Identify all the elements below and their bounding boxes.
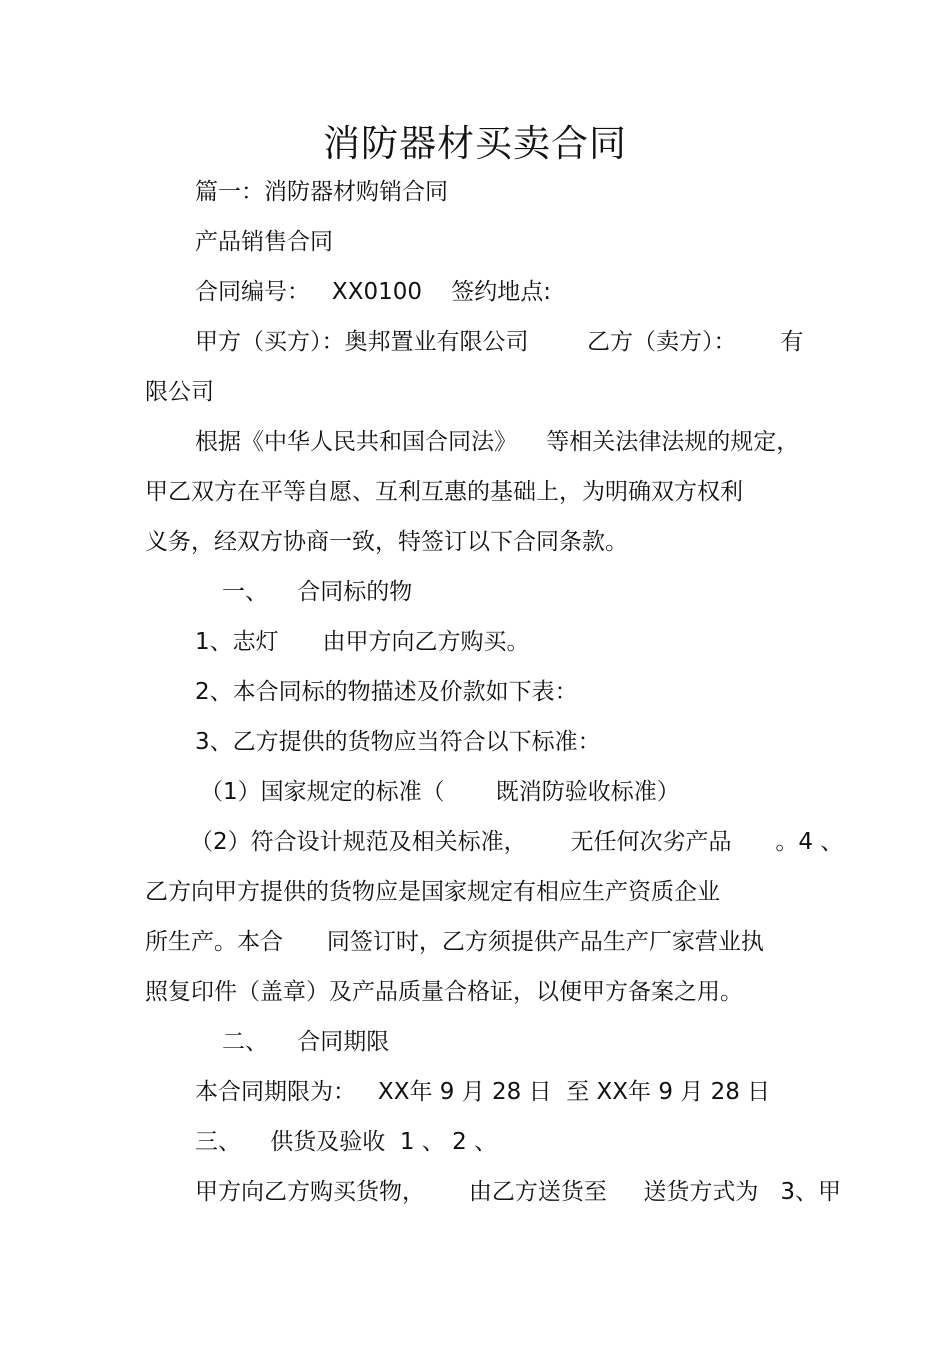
parties-line: 甲方（买方）：奥邦置业有限公司 乙方（卖方）： 有 [195,329,804,355]
clause-line: 1、志灯 由甲方向乙方购买。 [195,629,530,655]
section-heading: 二、 合同期限 [222,1029,390,1055]
paragraph-line: 照复印件（盖章）及产品质量合格证，以便甲方备案之用。 [145,979,743,1005]
paragraph-line: 产品销售合同 [195,229,333,255]
paragraph-line: 义务，经双方协商一致，特签订以下合同条款。 [145,529,628,555]
section-heading: 三、 供货及验收 1 、 2 、 [195,1129,498,1155]
paragraph-line: 甲乙双方在平等自愿、互利互惠的基础上，为明确双方权利 [145,479,743,505]
term-line: 本合同期限为： XX年 9 月 28 日 至 XX年 9 月 28 日 [195,1079,771,1105]
clause-line: （2）符合设计规范及相关标准， 无任何次劣产品 。4 、 [190,829,844,855]
paragraph-line: 限公司 [145,379,214,405]
paragraph-line: 根据《中华人民共和国合同法》 等相关法律法规的规定， [195,429,800,455]
section-heading: 篇一：消防器材购销合同 [195,179,448,205]
clause-line: 2、本合同标的物描述及价款如下表： [195,679,578,705]
clause-line: （1）国家规定的标准（ 既消防验收标准） [200,779,680,805]
paragraph-line: 甲方向乙方购买货物， 由乙方送货至 送货方式为 3、甲 [195,1179,841,1205]
document-title: 消防器材买卖合同 [323,122,627,165]
clause-line: 3、乙方提供的货物应当符合以下标准： [195,729,601,755]
paragraph-line: 所生产。本合 同签订时，乙方须提供产品生产厂家营业执 [145,929,764,955]
contract-number-line: 合同编号： XX0100 签约地点: [195,279,551,305]
paragraph-line: 乙方向甲方提供的货物应是国家规定有相应生产资质企业 [145,879,720,905]
section-heading: 一、 合同标的物 [222,579,413,605]
